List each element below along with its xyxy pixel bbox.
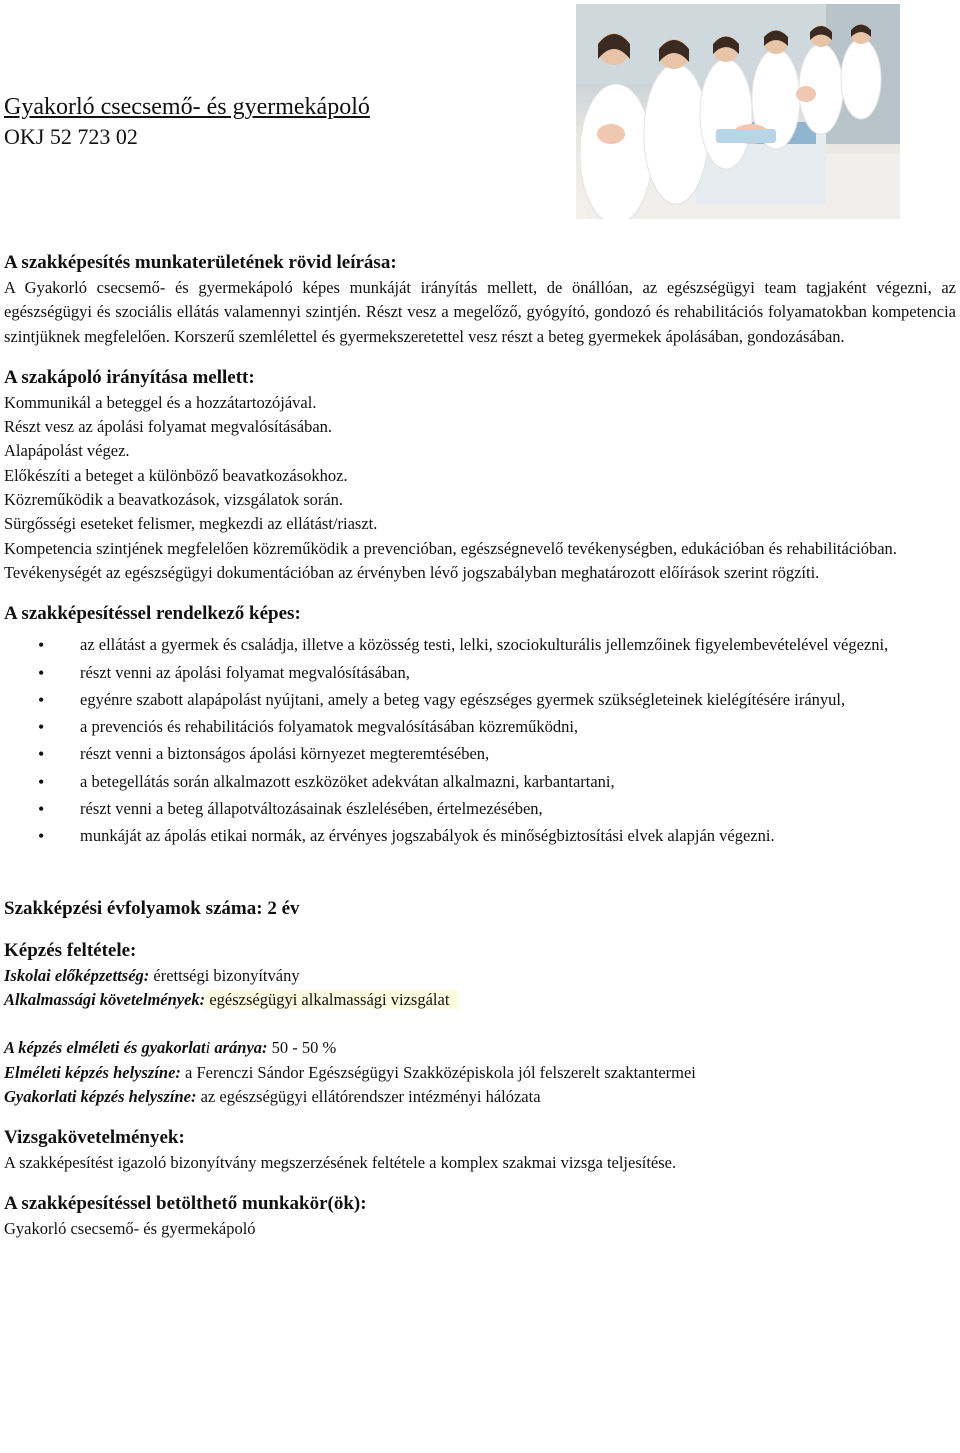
main-content	[4, 250, 956, 1242]
jobs-text: Gyakorló csecsemő- és gyermekápoló	[4, 1219, 256, 1239]
list-item: • a betegellátás során alkalmazott eszközöket adekvátan alkalmazni, karbantartani,	[4, 770, 956, 794]
exam-text: A szakképesítést igazoló bizonyítvány megszerzésének feltétele a komplex szakmai vizsga teljesítése.	[4, 1153, 677, 1173]
ratio-label-letter: i	[205, 1038, 211, 1058]
practice-location-line	[4, 1085, 956, 1109]
supervision-line: Kommunikál a beteggel és a hozzátartozójával.	[4, 392, 317, 412]
practice-label: Gyakorlati képzés helyszíne:	[4, 1086, 197, 1106]
list-item: • részt venni a biztonságos ápolási környezet megteremtésében,	[4, 742, 956, 766]
ratio-value: 50 - 50 %	[267, 1038, 337, 1058]
duration-heading: Szakképzési évfolyamok száma: 2 év	[4, 897, 300, 919]
ratio-label: A képzés elméleti és gyakorlat	[4, 1038, 206, 1058]
list-item: • részt venni a beteg állapotváltozásainak észlelésében, értelmezésében,	[4, 797, 956, 821]
list-item: • az ellátást a gyermek és családja, illetve a közösség testi, lelki, szociokulturális jellemzőinek figyelembevételével végezni,	[4, 633, 956, 657]
ratio-line	[4, 1036, 956, 1060]
section-description-heading: A szakképesítés munkaterületének rövid leírása:	[4, 252, 397, 273]
school-requirement	[4, 964, 956, 988]
list-item: • egyénre szabott alapápolást nyújtani, amely a beteg vagy egészséges gyermek szükségleteinek kielégítésére irányul,	[4, 688, 956, 712]
students-photo-illustration	[576, 4, 900, 219]
list-item: • a prevenciós és rehabilitációs folyamatok megvalósításában közreműködni,	[4, 715, 956, 739]
fitness-requirement	[4, 988, 956, 1012]
theory-label: Elméleti képzés helyszíne:	[4, 1062, 181, 1082]
section-capabilities-heading: A szakképesítéssel rendelkező képes:	[4, 603, 301, 625]
capabilities-list	[4, 633, 956, 848]
jobs-heading: A szakképesítéssel betölthető munkakör(ök):	[4, 1193, 367, 1215]
ratio-label-end: aránya:	[210, 1038, 268, 1058]
section-description-text: A Gyakorló csecsemő- és gyermekápoló képes munkáját irányítás mellett, de önállóan, az egészségügyi team tagjaként végezni, az egészségügyi és szociális ellátás valamennyi szintjén. Részt vesz a megelőző, gyógyító, gondozó és rehabilitációs folyamatokban kompetencia szintjüknek megfelelően. Korszerű szemlélettel és gyermekszeretettel vesz részt a beteg gyermekek ápolásában, gondozásában.	[4, 278, 956, 346]
theory-location-line	[4, 1061, 956, 1085]
fitness-value: egészségügyi alkalmassági vizsgálat	[205, 990, 459, 1009]
requirements-heading: Képzés feltétele:	[4, 939, 137, 961]
list-item: • munkáját az ápolás etikai normák, az érvényes jogszabályok és minőségbiztosítási elvek alapján végezni.	[4, 824, 956, 848]
supervision-line: Sürgősségi eseteket felismer, megkezdi az ellátást/riaszt.	[4, 514, 378, 534]
school-value: érettségi bizonyítvány	[149, 965, 300, 985]
list-item: • részt venni az ápolási folyamat megvalósításában,	[4, 661, 956, 685]
theory-value: a Ferenczi Sándor Egészségügyi Szakközépiskola jól felszerelt szaktantermei	[180, 1062, 696, 1082]
practice-value: az egészségügyi ellátórendszer intézményi hálózata	[196, 1086, 541, 1106]
title-block	[4, 92, 370, 152]
page-title: Gyakorló csecsemő- és gyermekápoló	[4, 94, 370, 120]
okj-code: OKJ 52 723 02	[4, 124, 138, 149]
supervision-line: Tevékenységét az egészségügyi dokumentációban az érvényben lévő jogszabályban meghatározott előírások szerint rögzíti.	[4, 562, 820, 582]
exam-heading: Vizsgakövetelmények:	[4, 1127, 185, 1149]
supervision-line: Kompetencia szintjének megfelelően közreműködik a prevencióban, egészségnevelő tevékenységben, edukációban és rehabilitációban.	[4, 538, 897, 558]
fitness-label: Alkalmassági követelmények:	[4, 989, 206, 1009]
supervision-line: Alapápolást végez.	[4, 441, 130, 461]
school-label: Iskolai előképzettség:	[4, 965, 150, 985]
students-photo	[576, 4, 900, 219]
section-supervision-heading: A szakápoló irányítása mellett:	[4, 366, 255, 388]
supervision-line: Előkészíti a beteget a különböző beavatkozásokhoz.	[4, 465, 348, 485]
supervision-line: Részt vesz az ápolási folyamat megvalósításában.	[4, 417, 333, 437]
supervision-line: Közreműködik a beavatkozások, vizsgálatok során.	[4, 490, 344, 510]
